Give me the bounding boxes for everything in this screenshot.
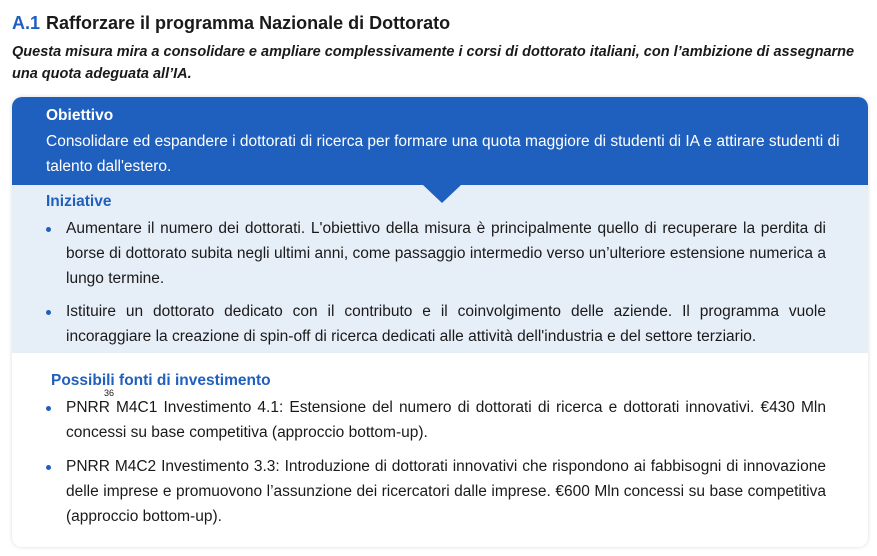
funding-item — [46, 454, 826, 529]
funding-item — [46, 395, 826, 445]
objective-section — [12, 97, 868, 185]
bullet-icon — [46, 465, 51, 470]
objective-text: Consolidare ed espandere i dottorati di ricerca per formare una quota maggiore di studenti di IA e attirare studenti di talento dall'estero. — [46, 133, 840, 175]
measure-card — [12, 97, 868, 547]
initiative-text: Istituire un dottorato dedicato con il contributo e il coinvolgimento delle aziende. Il programma vuole incoraggiare la creazione di spin-off di ricerca dedicati alle attività dell'industria e del settore terziario. — [66, 303, 826, 345]
funding-heading: Possibili fonti di investimento — [51, 372, 271, 389]
bullet-icon — [46, 227, 51, 232]
initiative-text: Aumentare il numero dei dottorati. L'obiettivo della misura è principalmente quello di recuperare la perdita di borse di dottorato subita negli ultimi anni, come passaggio intermedio verso un’ulteriore estensione numerica a lungo termine. — [66, 220, 826, 287]
measure-title: Rafforzare il programma Nazionale di Dottorato — [46, 13, 451, 33]
footnote-marker: 36 — [104, 388, 115, 398]
initiatives-heading: Iniziative — [46, 193, 112, 210]
funding-text: PNRR M4C2 Investimento 3.3: Introduzione di dottorati innovativi che rispondono ai fabbisogni di innovazione delle imprese e promuovono l’assunzione dei ricercatori dalle imprese. €600 Mln concessi su base competitiva (approccio bottom-up). — [66, 458, 826, 525]
bullet-icon — [46, 310, 51, 315]
objective-heading: Obiettivo — [46, 107, 114, 124]
initiative-item — [46, 216, 826, 291]
funding-text: PNRR M4C1 Investimento 4.1: Estensione del numero di dottorati di ricerca e dottorati innovativi. €430 Mln concessi su base competitiva (approccio bottom-up). — [66, 399, 826, 441]
measure-subtitle: Questa misura mira a consolidare e ampliare complessivamente i corsi di dottorato italiani, con l’ambizione di assegnarne una quota adeguata all’IA. — [12, 44, 855, 82]
initiatives-section — [12, 185, 868, 353]
bullet-icon — [46, 406, 51, 411]
measure-code: A.1 — [12, 13, 41, 33]
initiative-item — [46, 299, 826, 349]
page-title — [12, 13, 450, 34]
objective-pointer-arrow — [423, 185, 461, 203]
